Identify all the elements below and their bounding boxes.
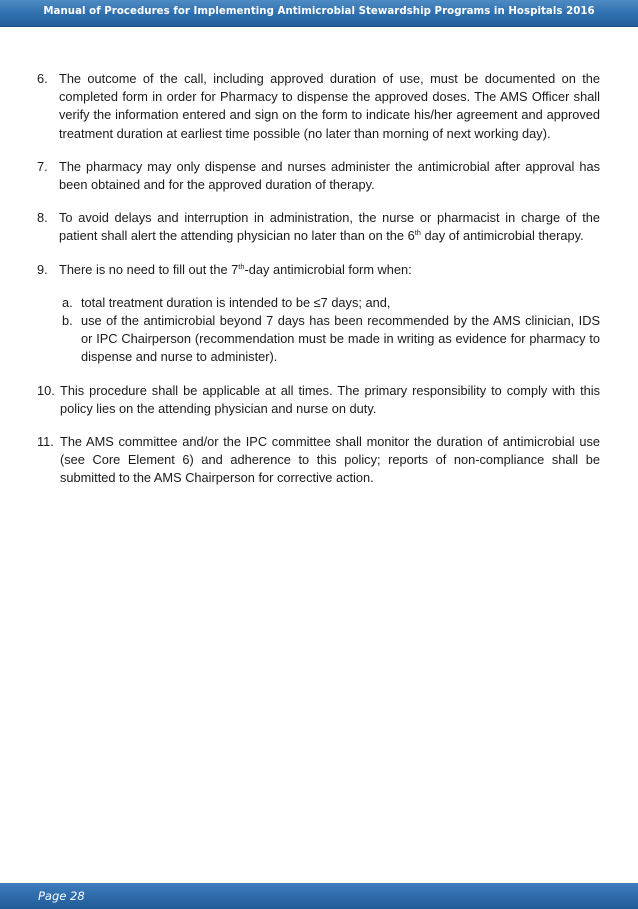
item-number: 7. [37,158,48,174]
item-text-part: There is no need to fill out the 7 [59,261,239,277]
page-number: Page 28 [38,889,85,903]
sub-item-a [62,294,600,312]
item-number: 11. [37,434,54,450]
list-item-7 [37,158,600,194]
sub-item-b [62,312,600,367]
list-item-11 [37,433,600,488]
sub-item-label: b. [62,313,73,329]
item-text: The AMS committee and/or the IPC committee shall monitor the duration of antimicrobial use (see Core Element 6) and adherence to this policy; reports of non-compliance shall be submitted to the AMS Chairperson for corrective action. [60,434,600,486]
list-item-9 [37,261,600,279]
list-item-8 [37,209,600,245]
ordinal-suffix: th [238,261,245,271]
sub-item-text: use of the antimicrobial beyond 7 days has been recommended by the AMS clinician, IDS or IPC Chairperson (recommendation must be made in writing as evidence for pharmacy to dispense and nurse to administer). [81,313,600,365]
item-text: The pharmacy may only dispense and nurses administer the antimicrobial after approval has been obtained and for the approved duration of therapy. [59,158,600,193]
page-content [37,70,600,488]
item-text: This procedure shall be applicable at all times. The primary responsibility to comply with this policy lies on the attending physician and nurse on duty. [60,382,600,416]
item-text-part: day of antimicrobial therapy. [420,228,584,244]
item-number: 9. [37,261,48,277]
item-text-part: -day antimicrobial form when: [244,261,412,277]
item-number: 10. [37,382,55,398]
sub-item-label: a. [62,294,73,310]
page-header [0,0,638,27]
item-text [59,209,600,245]
list-item-10 [37,382,600,418]
item-text: The outcome of the call, including approved duration of use, must be documented on the completed form in order for Pharmacy to dispense the approved doses. The AMS Officer shall verify the information entered and sign on the form to indicate his/her agreement and approved treatment duration at earliest time possible (no later than morning of next working day). [59,71,600,141]
item-text-part: To avoid delays and interruption in administration, the nurse or pharmacist in charge of the patient shall alert the attending physician no later than on the 6 [59,210,600,244]
sub-item-text: total treatment duration is intended to be ≤7 days; and, [81,294,391,310]
list-item-6 [37,70,600,143]
item-number: 8. [37,210,48,226]
item-text [59,261,600,279]
document-title: Manual of Procedures for Implementing Antimicrobial Stewardship Programs in Hospitals 2016 [43,6,595,17]
item-number: 6. [37,71,48,86]
ordinal-suffix: th [414,228,421,238]
page-footer [0,883,638,909]
